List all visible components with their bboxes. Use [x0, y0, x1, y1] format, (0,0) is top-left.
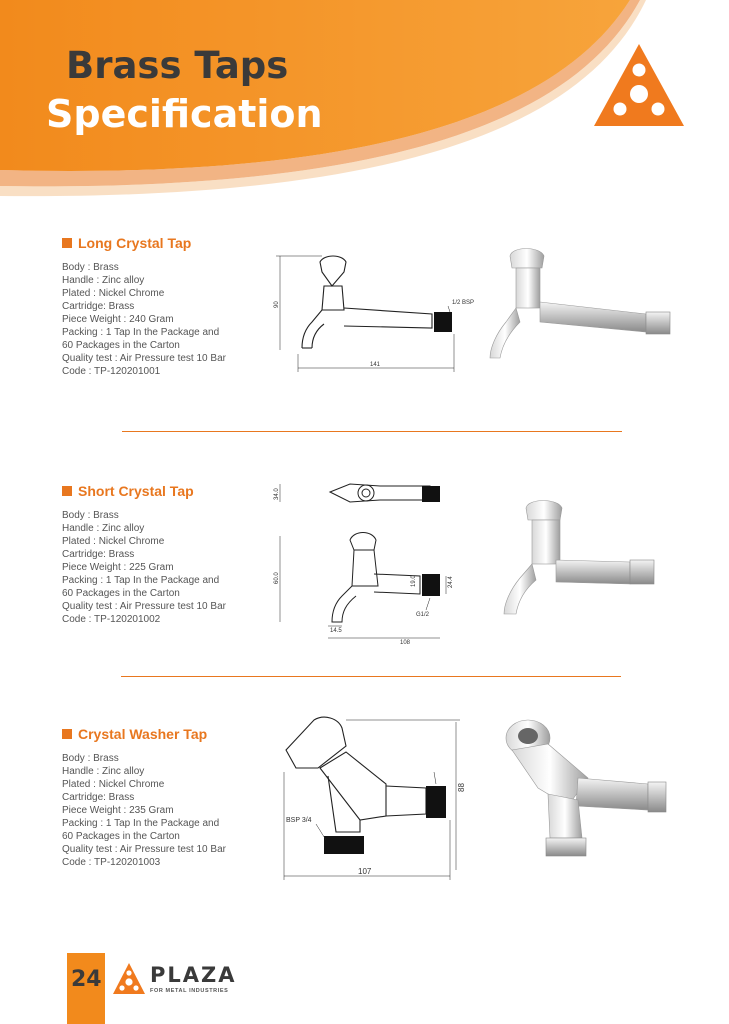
product-long-crystal-tap [62, 235, 262, 378]
spec-plated: Plated : Nickel Chrome [62, 288, 165, 299]
spec-plated: Plated : Nickel Chrome [62, 779, 165, 790]
washer-tap-render [498, 714, 668, 860]
long-tap-render [486, 242, 676, 362]
section-divider [121, 676, 621, 677]
spec-list [62, 509, 262, 626]
long-thread-dimension: 1/2 BSP [452, 300, 475, 306]
short-top-width-dimension: 34.0 [274, 488, 280, 500]
brand-tagline: FOR METAL INDUSTRIES [150, 988, 229, 994]
washer-length-dimension: 107 [358, 867, 372, 876]
spec-packing-cont: 60 Packages in the Carton [62, 340, 180, 351]
spec-quality: Quality test : Air Pressure test 10 Bar [62, 844, 226, 855]
long-length-dimension: 141 [370, 362, 381, 368]
short-tap-render [490, 494, 660, 618]
short-tap-technical-drawing [270, 470, 480, 648]
spec-code: Code : TP-120201002 [62, 614, 161, 625]
page-title-line2: Specification [46, 92, 323, 136]
spec-cartridge: Cartridge: Brass [62, 549, 135, 560]
spec-body: Body : Brass [62, 753, 119, 764]
product-name: Short Crystal Tap [78, 483, 194, 499]
spec-list [62, 261, 262, 378]
short-d2-dimension: 24.4 [448, 576, 454, 588]
washer-thread-dimension: BSP 3/4 [286, 817, 312, 824]
product-title [62, 726, 262, 742]
short-length-dimension: 108 [400, 640, 411, 646]
product-name: Long Crystal Tap [78, 235, 192, 251]
spec-handle: Handle : Zinc alloy [62, 766, 145, 777]
page-number: 24 [71, 967, 102, 992]
washer-tap-technical-drawing [276, 712, 476, 882]
spec-weight: Piece Weight : 225 Gram [62, 562, 174, 573]
spec-cartridge: Cartridge: Brass [62, 301, 135, 312]
spec-body: Body : Brass [62, 510, 119, 521]
spec-packing-cont: 60 Packages in the Carton [62, 588, 180, 599]
short-thread-dimension: G1/2 [416, 612, 430, 618]
spec-code: Code : TP-120201003 [62, 857, 161, 868]
product-title [62, 235, 262, 251]
long-height-dimension: 90 [274, 301, 280, 308]
spec-handle: Handle : Zinc alloy [62, 523, 145, 534]
spec-handle: Handle : Zinc alloy [62, 275, 145, 286]
spec-plated: Plated : Nickel Chrome [62, 536, 165, 547]
product-short-crystal-tap [62, 483, 262, 626]
long-tap-technical-drawing [272, 250, 482, 375]
spec-packing: Packing : 1 Tap In the Package and [62, 575, 220, 586]
spec-code: Code : TP-120201001 [62, 366, 161, 377]
plaza-logo-icon [592, 42, 686, 128]
spec-packing: Packing : 1 Tap In the Package and [62, 818, 220, 829]
spec-cartridge: Cartridge: Brass [62, 792, 135, 803]
washer-height-dimension: 88 [457, 783, 466, 792]
product-name: Crystal Washer Tap [78, 726, 208, 742]
section-divider [122, 431, 622, 432]
short-d1-dimension: 19.0 [411, 575, 417, 587]
spec-packing-cont: 60 Packages in the Carton [62, 831, 180, 842]
square-bullet-icon [62, 729, 72, 739]
spec-list [62, 752, 262, 869]
short-spout-dimension: 14.5 [330, 628, 342, 634]
spec-weight: Piece Weight : 240 Gram [62, 314, 174, 325]
brand-name: PLAZA [150, 963, 237, 987]
spec-quality: Quality test : Air Pressure test 10 Bar [62, 601, 226, 612]
short-height-dimension: 60.0 [274, 572, 280, 584]
spec-quality: Quality test : Air Pressure test 10 Bar [62, 353, 226, 364]
square-bullet-icon [62, 486, 72, 496]
product-title [62, 483, 262, 499]
page-title-line1: Brass Taps [66, 44, 289, 87]
product-crystal-washer-tap [62, 726, 262, 869]
spec-weight: Piece Weight : 235 Gram [62, 805, 174, 816]
square-bullet-icon [62, 238, 72, 248]
plaza-small-logo-icon [112, 962, 146, 996]
spec-packing: Packing : 1 Tap In the Package and [62, 327, 220, 338]
spec-body: Body : Brass [62, 262, 119, 273]
